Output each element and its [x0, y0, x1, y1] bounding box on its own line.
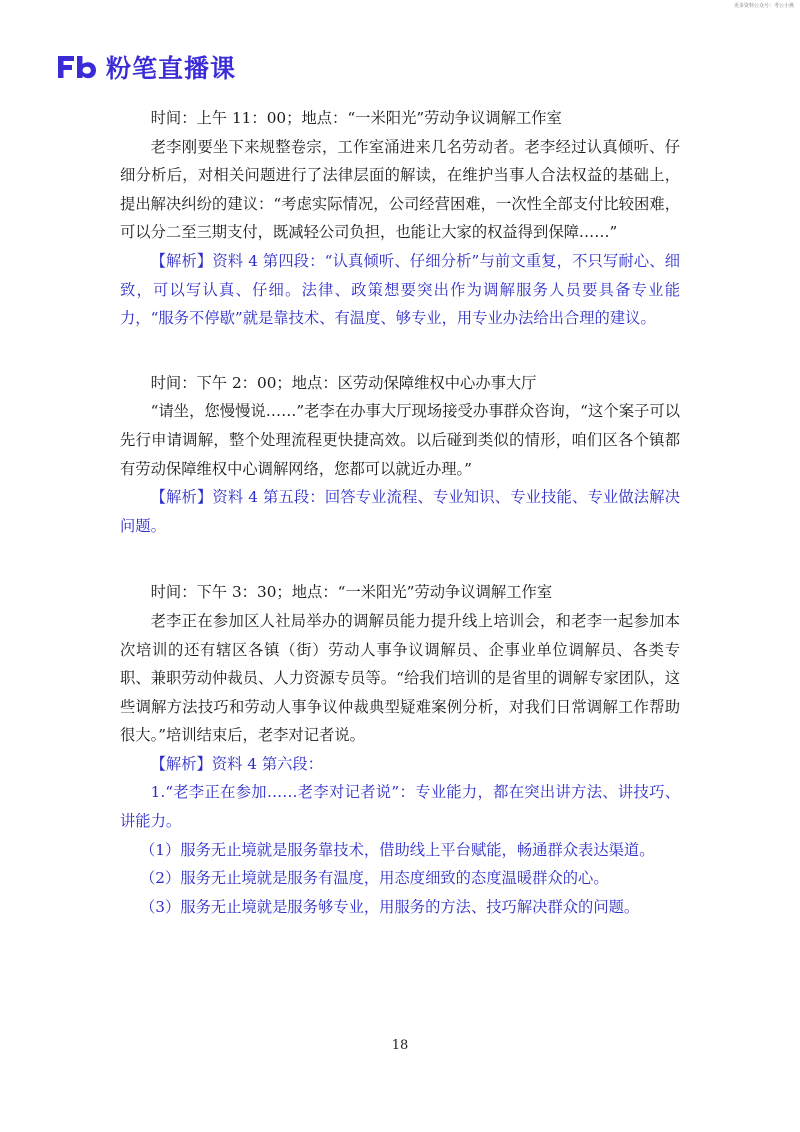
document-body — [120, 104, 680, 921]
section3-time-location: 时间：下午 3：30；地点：“一米阳光”劳动争议调解工作室 — [150, 583, 553, 602]
section1-body: 老李刚要坐下来规整卷宗，工作室涌进来几名劳动者。老李经过认真倾听、仔细分析后，对相关问题进行了法律层面的解读，在维护当事人合法权益的基础上，提出解决纠纷的建议：“考虑实际情况，公司经营困难，一次性全部支付比较困难，可以分二至三期支付，既减轻公司负担，也能让大家的权益得到保障……” — [120, 137, 680, 242]
brand-header — [54, 50, 236, 84]
page-number: 18 — [391, 1038, 409, 1053]
section2-time-location: 时间：下午 2：00；地点：区劳动保障维权中心办事大厅 — [150, 373, 537, 392]
spacer — [120, 333, 680, 369]
section2-analysis: 【解析】资料 4 第五段：回答专业流程、专业知识、专业技能、专业做法解决问题。 — [120, 488, 680, 535]
watermark: 更多资料公众号：考公小燕 — [733, 3, 794, 9]
section2-body: “请坐，您慢慢说……”老李在办事大厅现场接受办事群众咨询，“这个案子可以先行申请调解，整个处理流程更快捷高效。以后碰到类似的情形，咱们区各个镇都有劳动保障维权中心调解网络，您都可以就近办理。” — [120, 402, 680, 478]
fenbi-logo-icon — [54, 50, 100, 84]
section3-body: 老李正在参加区人社局举办的调解员能力提升线上培训会，和老李一起参加本次培训的还有辖区各镇（街）劳动人事争议调解员、企事业单位调解员、各类专职、兼职劳动仲裁员、人力资源专员等。“给我们培训的是省里的调解专家团队，这些调解方法技巧和劳动人事争议仲裁典型疑难案例分析，对我们日常调解工作帮助很大。”培训结束后，老李对记者说。 — [120, 611, 680, 745]
section3-subpoint-3: （3）服务无止境就是服务够专业，用服务的方法、技巧解决群众的问题。 — [140, 897, 640, 916]
section1-analysis: 【解析】资料 4 第四段：“认真倾听、仔细分析”与前文重复，不只写耐心、细致，可以写认真、仔细。法律、政策想要突出作为调解服务人员要具备专业能力，“服务不停歇”就是靠技术、有温度、够专业，用专业办法给出合理的建议。 — [120, 251, 680, 328]
section3-subpoint-1: （1）服务无止境就是服务靠技术，借助线上平台赋能，畅通群众表达渠道。 — [140, 840, 655, 859]
section1-time-location: 时间：上午 11：00；地点：“一米阳光”劳动争议调解工作室 — [150, 109, 562, 127]
brand-name: 粉笔直播课 — [106, 54, 237, 83]
section3-analysis: 【解析】资料 4 第六段： — [150, 754, 324, 773]
section3-subpoint-2: （2）服务无止境就是服务有温度，用态度细致的态度温暖群众的心。 — [140, 869, 609, 888]
section3-point-1: 1.“老李正在参加……老李对记者说”：专业能力，都在突出讲方法、讲技巧、讲能力。 — [120, 783, 680, 831]
spacer — [120, 540, 680, 578]
